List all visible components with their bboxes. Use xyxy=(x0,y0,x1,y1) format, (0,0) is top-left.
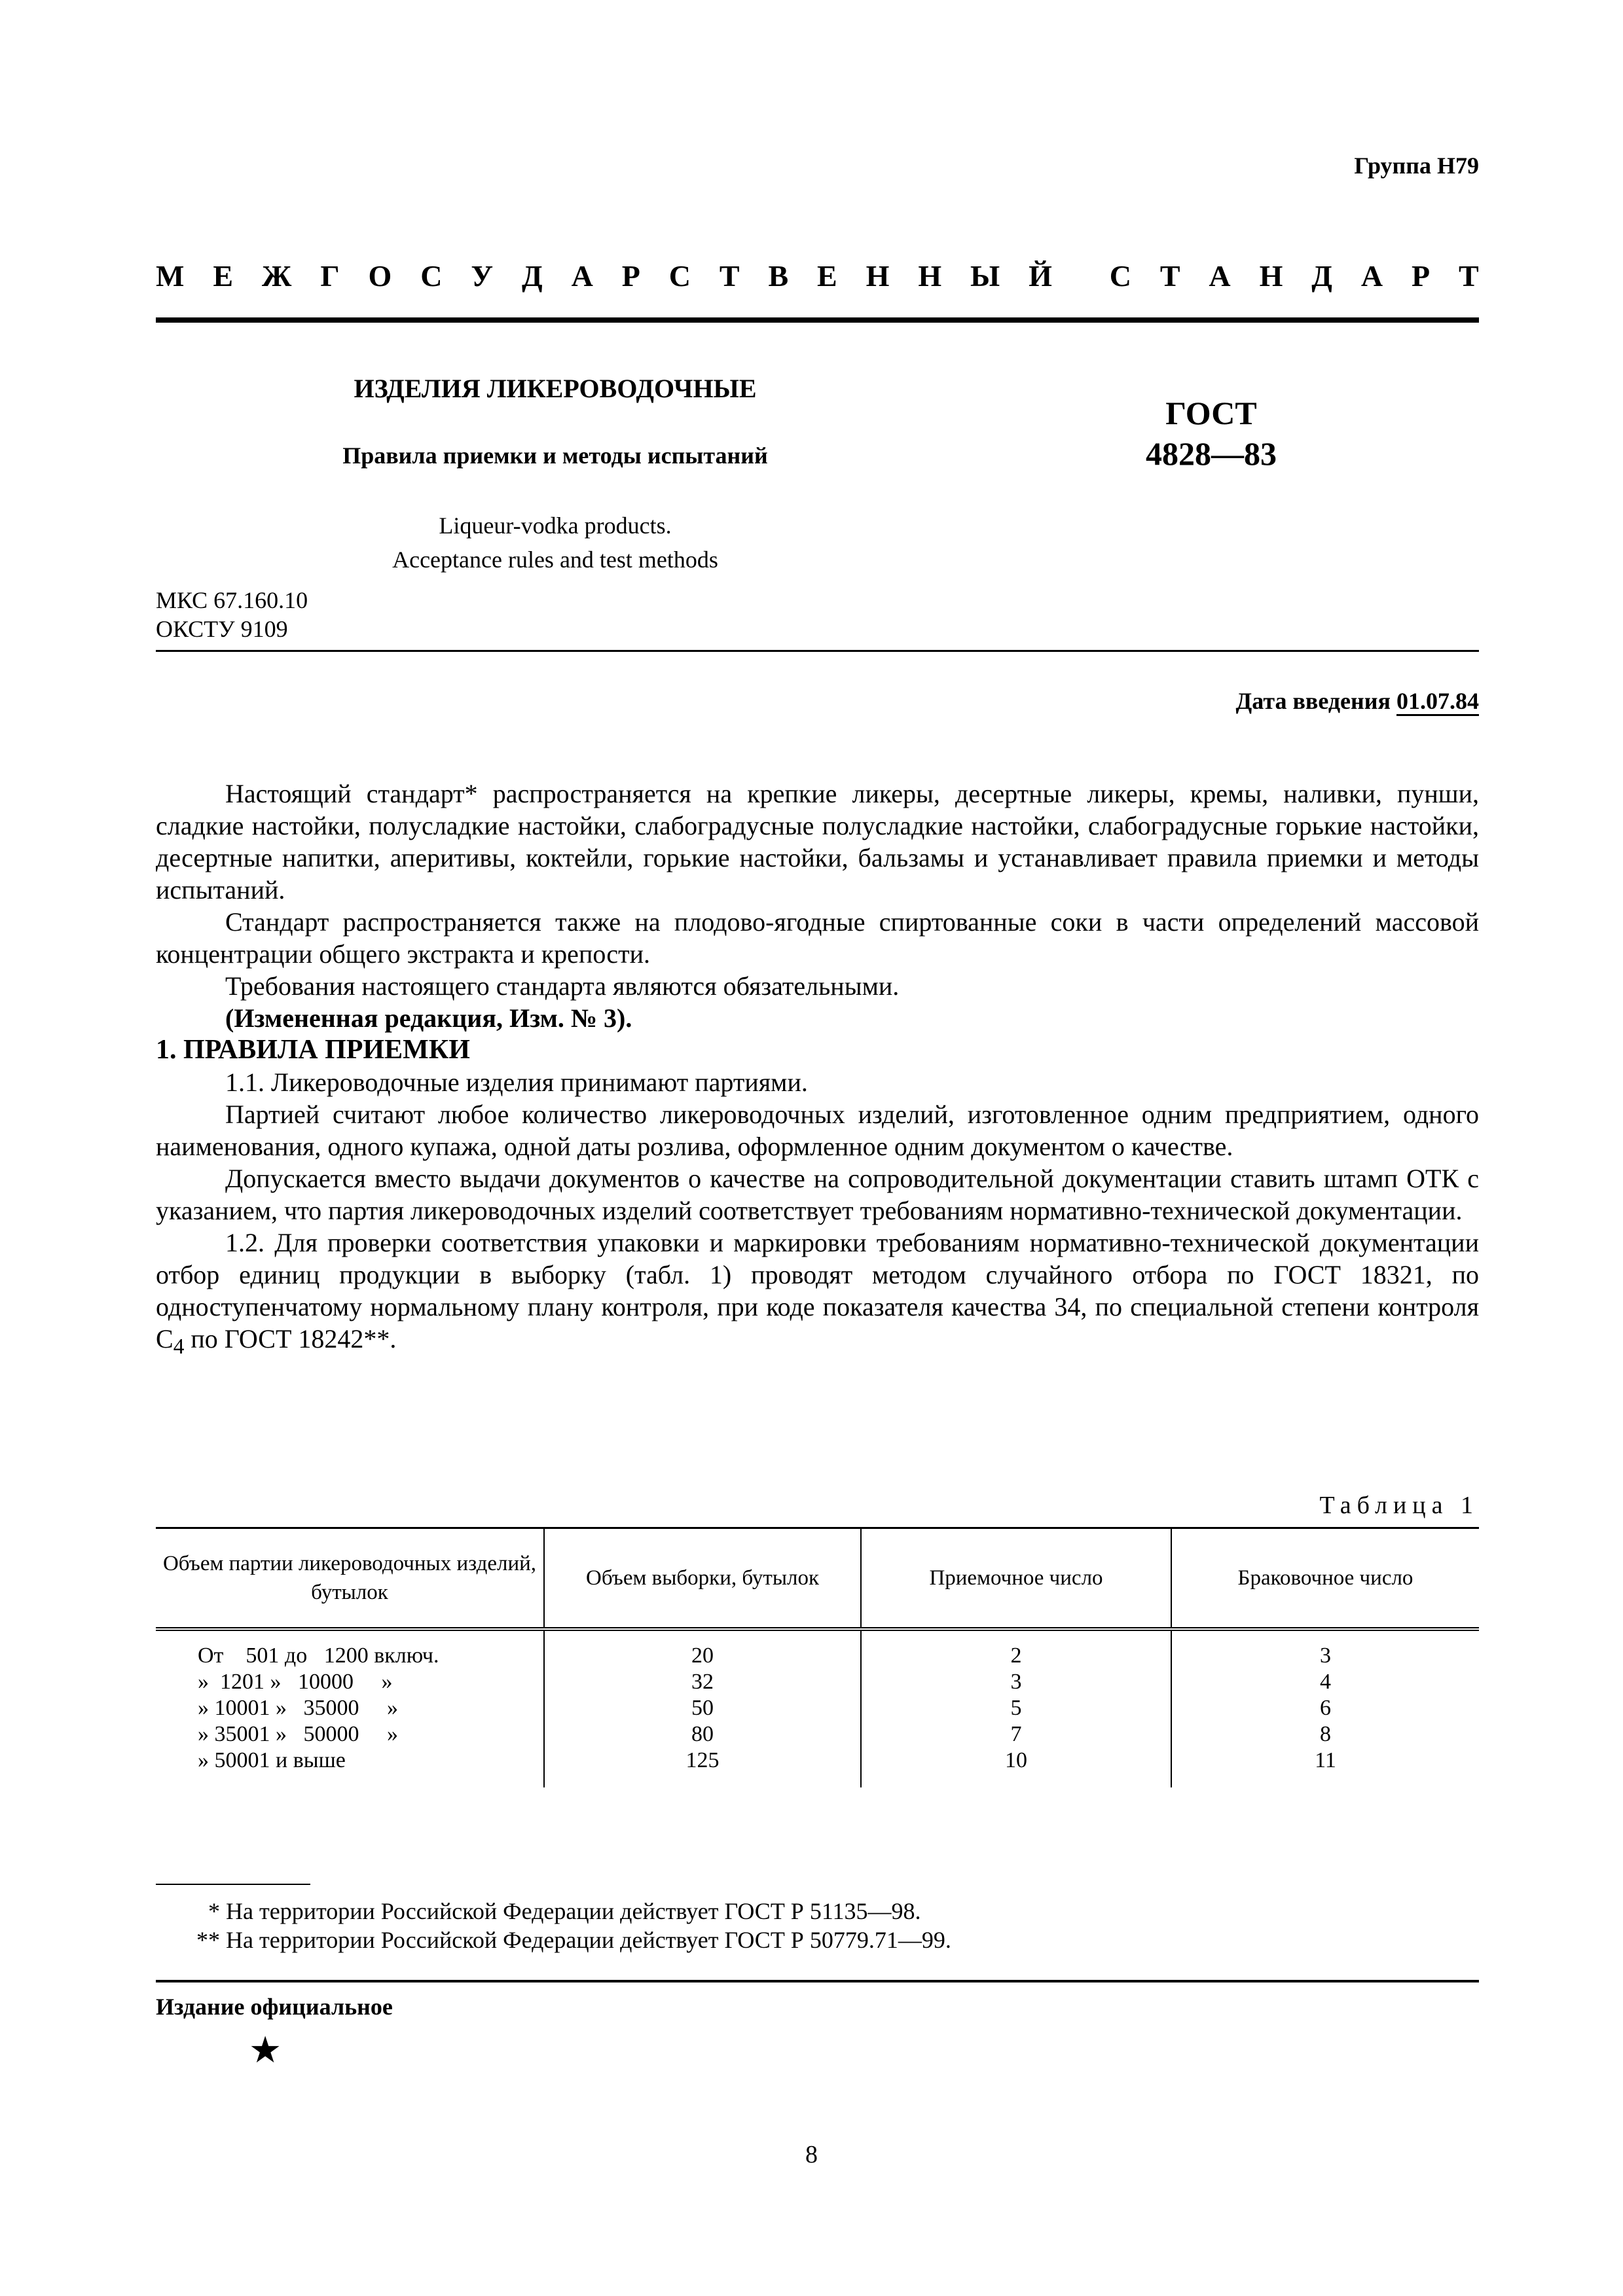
clause-1-2-tail: по ГОСТ 18242**. xyxy=(184,1324,397,1354)
sample-size: 80 xyxy=(691,1722,714,1746)
heading-letter: М xyxy=(156,259,185,293)
heading-letter: А xyxy=(1360,259,1383,293)
heading-letter: А xyxy=(571,259,593,293)
heading-letter: Н xyxy=(1259,259,1283,293)
clause-1-1-batch: Партией считают любое количество ликероводочных изделий, изготовленное одним предприятием, одного наименования, одного купажа, одной даты розлива, оформленное одним документом о качестве. xyxy=(156,1100,1479,1161)
rejection-number: 11 xyxy=(1315,1748,1336,1772)
rejection-number: 3 xyxy=(1320,1643,1331,1668)
batch-range: » 10001 » 35000 » xyxy=(198,1696,398,1720)
heading-letter: Д xyxy=(522,259,543,293)
rejection-number: 8 xyxy=(1320,1722,1331,1746)
heading-letter: В xyxy=(768,259,789,293)
footnote-2: ** На территории Российской Федерации действует ГОСТ Р 50779.71—99. xyxy=(196,1927,951,1953)
table-1 xyxy=(156,1527,1479,1787)
heading-letter: О xyxy=(368,259,392,293)
sample-size: 50 xyxy=(691,1696,714,1720)
mks-code: МКС 67.160.10 xyxy=(156,587,308,613)
heading-letter: Н xyxy=(918,259,942,293)
star-icon: ★ xyxy=(249,2030,282,2071)
heading-letter: Й xyxy=(1029,259,1052,293)
rejection-number: 6 xyxy=(1320,1696,1331,1720)
table-row xyxy=(156,1629,1479,1787)
heading-letter: Е xyxy=(817,259,837,293)
acceptance-number: 5 xyxy=(1010,1696,1022,1720)
introduction-date xyxy=(1236,687,1480,715)
heading-letter: С xyxy=(1109,259,1131,293)
heading-letter: Т xyxy=(1458,259,1479,293)
heading-letter: Г xyxy=(320,259,340,293)
footnotes xyxy=(196,1897,951,1954)
heading-letter: Т xyxy=(1159,259,1180,293)
document-title: ИЗДЕЛИЯ ЛИКЕРОВОДОЧНЫЕ xyxy=(354,374,757,403)
header-acceptance-number: Приемочное число xyxy=(861,1528,1171,1630)
gost-number: 4828—83 xyxy=(1146,435,1277,472)
clause-1-2 xyxy=(156,1227,1479,1363)
acceptance-number: 2 xyxy=(1010,1643,1022,1668)
sample-size: 20 xyxy=(691,1643,714,1668)
acceptance-number: 7 xyxy=(1010,1722,1022,1746)
heading-letter: Р xyxy=(621,259,640,293)
okstu-code: ОКСТУ 9109 xyxy=(156,616,288,642)
section-1-title: 1. ПРАВИЛА ПРИЕМКИ xyxy=(156,1035,470,1065)
intro-paragraph-1: Настоящий стандарт* распространяется на крепкие ликеры, десертные ликеры, кремы, наливки, пунши, сладкие настойки, полусладкие настойки, слабоградусные полусладкие настойки, слабоградусные горькие настойки, десертные напитки, аперитивы, коктейли, горькие настойки, бальзамы и устанавливает правила приемки и методы испытаний. xyxy=(156,779,1479,905)
header-rule xyxy=(156,317,1479,323)
date-value: 01.07.84 xyxy=(1396,688,1479,714)
batch-range: От 501 до 1200 включ. xyxy=(198,1643,439,1668)
heading-letter: Н xyxy=(866,259,890,293)
heading-letter: Е xyxy=(213,259,234,293)
rejection-number: 4 xyxy=(1320,1670,1331,1694)
footnote-1: * На территории Российской Федерации действует ГОСТ Р 51135—98. xyxy=(196,1898,921,1924)
english-title-line-2: Acceptance rules and test methods xyxy=(392,547,718,573)
heading-letter: С xyxy=(420,259,443,293)
acceptance-number: 3 xyxy=(1010,1670,1022,1694)
gost-designation xyxy=(1087,393,1336,474)
document-body xyxy=(156,778,1479,1363)
gost-label: ГОСТ xyxy=(1165,395,1257,431)
rejection-number-cell xyxy=(1171,1629,1479,1787)
clause-1-2-subscript: 4 xyxy=(173,1335,185,1359)
batch-volume-cell xyxy=(156,1629,544,1787)
official-edition-label: Издание официальное xyxy=(156,1994,393,2020)
classification-codes xyxy=(156,586,308,643)
heading-letter: Д xyxy=(1311,259,1332,293)
codes-rule xyxy=(156,650,1479,652)
header-rejection-number: Браковочное число xyxy=(1171,1528,1479,1630)
sample-size-cell xyxy=(544,1629,861,1787)
english-title-line-1: Liqueur-vodka products. xyxy=(439,512,672,539)
batch-range: » 35001 » 50000 » xyxy=(198,1722,398,1746)
heading-letter: Р xyxy=(1411,259,1431,293)
title-block xyxy=(156,373,955,577)
intro-change-note: (Измененная редакция, Изм. № 3). xyxy=(225,1003,632,1033)
clause-1-1: 1.1. Ликероводочные изделия принимают партиями. xyxy=(225,1067,808,1097)
heading-letter: Т xyxy=(719,259,740,293)
intro-paragraph-2: Стандарт распространяется также на плодово-ягодные спиртованные соки в части определений массовой концентрации общего экстракта и крепости. xyxy=(156,907,1479,969)
acceptance-number: 10 xyxy=(1005,1748,1027,1772)
table-header-row xyxy=(156,1528,1479,1630)
header-sample-size: Объем выборки, бутылок xyxy=(544,1528,861,1630)
clause-1-1-stamp: Допускается вместо выдачи документов о качестве на сопроводительной документации ставить штамп ОТК с указанием, что партия ликероводочных изделий соответствует требованиям нормативно-технической документации. xyxy=(156,1164,1479,1225)
heading-letter: У xyxy=(471,259,494,293)
table-caption: Таблица 1 xyxy=(1319,1492,1479,1519)
group-code: Группа Н79 xyxy=(1354,152,1479,179)
batch-range: » 50001 и выше xyxy=(198,1748,346,1772)
footnote-rule xyxy=(156,1884,310,1885)
clause-1-2-text: 1.2. Для проверки соответствия упаковки и маркировки требованиям нормативно-технической документации отбор единиц продукции в выборку (табл. 1) проводят методом случайного отбора по ГОСТ 18321, по одноступенчатому нормальному плану контроля, при коде показателя качества 34, по специальной степени контроля С xyxy=(156,1228,1479,1354)
heading-letter: А xyxy=(1209,259,1231,293)
interstate-standard-heading xyxy=(156,259,1479,293)
acceptance-number-cell xyxy=(861,1629,1171,1787)
edition-rule xyxy=(156,1980,1479,1982)
page-number: 8 xyxy=(805,2141,818,2168)
batch-range: » 1201 » 10000 » xyxy=(198,1670,393,1694)
heading-letter: Ы xyxy=(970,259,1000,293)
document-subtitle: Правила приемки и методы испытаний xyxy=(342,442,768,469)
date-label: Дата введения xyxy=(1235,688,1391,714)
header-batch-volume: Объем партии ликероводочных изделий, бутылок xyxy=(156,1528,544,1630)
sample-size: 32 xyxy=(691,1670,714,1694)
heading-letter: Ж xyxy=(261,259,292,293)
intro-paragraph-3: Требования настоящего стандарта являются обязательными. xyxy=(225,971,900,1001)
sample-size: 125 xyxy=(685,1748,720,1772)
heading-letter: С xyxy=(668,259,691,293)
